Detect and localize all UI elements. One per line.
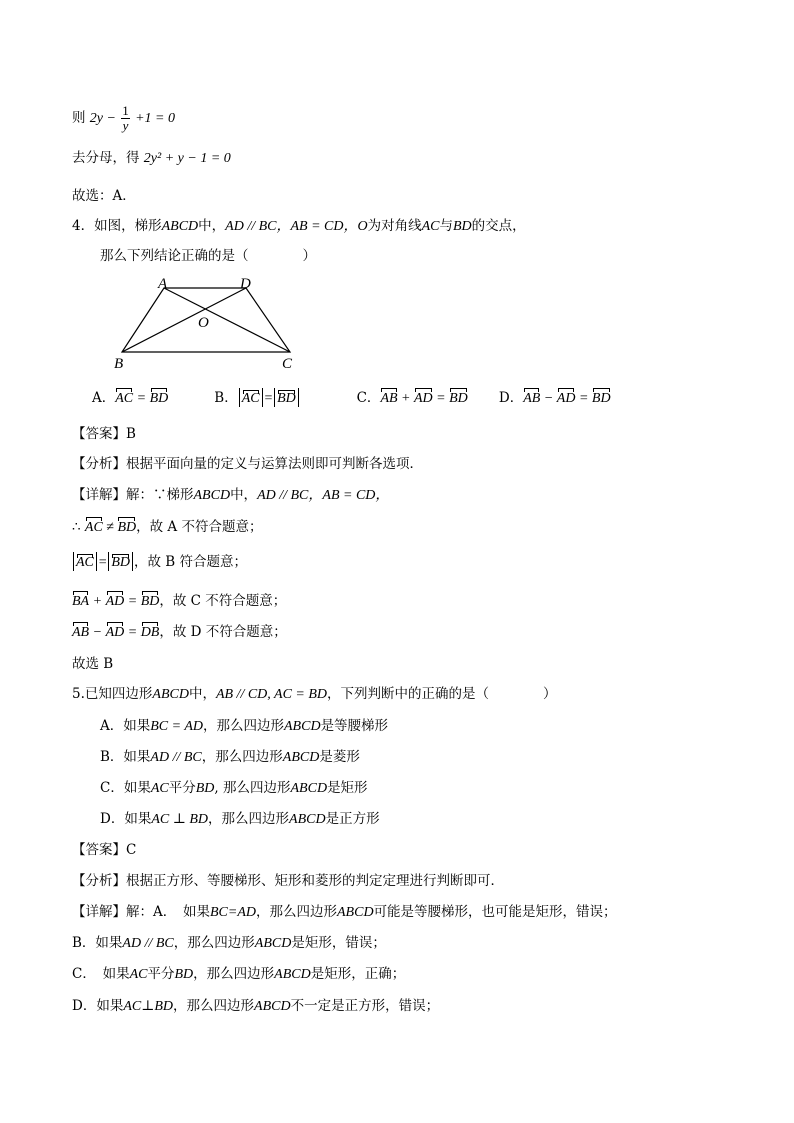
text: 是矩形 xyxy=(327,780,368,796)
text: D．如果 xyxy=(72,998,124,1014)
vector: AC xyxy=(76,555,94,570)
text: 中， xyxy=(198,218,226,234)
math: ABCD xyxy=(290,781,328,796)
math: = xyxy=(263,391,274,406)
math: = xyxy=(575,391,592,406)
text: 可能是等腰梯形，也可能是矩形，错误； xyxy=(373,904,617,920)
q4-analysis: 【分析】根据平面向量的定义与运算法则即可判断各选项． xyxy=(72,456,423,472)
vector: AB xyxy=(380,389,397,409)
text: , 那么四边形 xyxy=(214,780,291,796)
vector: AD xyxy=(414,389,433,409)
vector: AD xyxy=(106,592,125,612)
text: 则 xyxy=(72,110,86,126)
vector: BD xyxy=(111,555,131,570)
label-a: A xyxy=(158,276,168,292)
math: ABCD xyxy=(284,719,321,734)
math: BD xyxy=(453,219,472,234)
text: A．如果 xyxy=(100,718,151,734)
vector: DB xyxy=(141,623,160,643)
vector: BD xyxy=(141,592,160,612)
math: ABCD xyxy=(282,750,320,765)
label-o: O xyxy=(198,315,209,331)
math: +1 = 0 xyxy=(135,111,175,126)
option-label: D． xyxy=(498,390,524,406)
math: AC xyxy=(150,781,169,796)
q4-step-1 xyxy=(72,517,262,538)
math: AD // BC xyxy=(122,936,174,951)
q5-option-d[interactable] xyxy=(100,809,380,830)
label-d: D xyxy=(240,276,251,292)
q4-step-2 xyxy=(72,552,247,573)
math: BD xyxy=(195,781,215,796)
fraction-numerator: 1 xyxy=(122,103,129,118)
math: = xyxy=(133,391,150,406)
q4-option-a[interactable] xyxy=(92,388,210,409)
q4-answer: 【答案】B xyxy=(72,426,136,442)
math: = xyxy=(124,594,141,609)
text: 中， xyxy=(230,487,258,503)
text: 4．如图，梯形 xyxy=(72,218,162,234)
option-label: C． xyxy=(356,390,381,406)
math: ABCD xyxy=(254,999,291,1014)
math: AC xyxy=(129,967,148,982)
label-c: C xyxy=(282,356,293,372)
text: ，故 B 符合题意； xyxy=(134,554,248,570)
prev-choice-line: 故选：A． xyxy=(72,188,136,204)
math: ABCD xyxy=(289,812,326,827)
vector: AB xyxy=(523,389,540,409)
math: = xyxy=(124,625,141,640)
vector: BD xyxy=(592,389,611,409)
math: = xyxy=(432,391,450,406)
q4-options xyxy=(92,388,611,409)
text: ，故 D 不符合题意； xyxy=(159,624,287,640)
q5-option-b[interactable] xyxy=(100,747,360,768)
math: BC = AD xyxy=(150,719,203,734)
math: − xyxy=(540,391,557,406)
math: ABCD xyxy=(254,936,292,951)
math: + xyxy=(397,391,414,406)
fraction xyxy=(121,104,130,133)
vector: BD xyxy=(449,389,468,409)
math: AD // BC xyxy=(150,750,202,765)
fraction-denominator: y xyxy=(122,118,129,133)
text: 与 xyxy=(439,218,453,234)
trapezoid-figure xyxy=(110,276,310,372)
option-label: B． xyxy=(214,390,238,406)
text: B．如果 xyxy=(100,749,151,765)
vector: AC xyxy=(241,391,260,406)
vector: BD xyxy=(117,518,136,538)
text: 是矩形，正确； xyxy=(310,966,406,982)
q4-step-3 xyxy=(72,591,286,612)
vector: BD xyxy=(150,389,169,409)
absolute-value xyxy=(108,552,133,571)
q4-detail xyxy=(72,485,389,506)
text: ，故 A 不符合题意； xyxy=(136,519,263,535)
text: ∴ xyxy=(72,519,85,535)
vector: AC xyxy=(115,389,133,409)
math: 2y − xyxy=(89,111,116,126)
text: 【详解】解：∵梯形 xyxy=(72,487,194,503)
math: ABCD xyxy=(274,967,311,982)
q4-option-d[interactable] xyxy=(499,388,611,409)
q4-final: 故选 B xyxy=(72,656,114,672)
math: − xyxy=(89,625,106,640)
text: 中， xyxy=(188,686,216,702)
text: 平分 xyxy=(168,780,196,796)
vector: BA xyxy=(72,592,89,612)
prev-clear-denominator-line xyxy=(72,148,231,169)
math: AB // CD, AC = BD xyxy=(215,687,328,702)
math: = xyxy=(97,555,108,570)
math: AD // BC，AB = CD，O xyxy=(225,219,368,234)
math: AC xyxy=(421,219,440,234)
q5-answer: 【答案】C xyxy=(72,842,137,858)
q5-detail-c xyxy=(72,964,405,985)
text: C．如果 xyxy=(100,780,151,796)
math: ≠ xyxy=(102,520,118,535)
text: 平分 xyxy=(147,966,175,982)
absolute-value xyxy=(73,552,97,571)
vector: AC xyxy=(85,518,103,538)
option-label: A． xyxy=(92,390,116,406)
text: 不一定是正方形，错误； xyxy=(290,998,440,1014)
q5-detail-b xyxy=(72,933,386,954)
math: AC ⊥ BD xyxy=(151,812,209,827)
text: ，那么四边形 xyxy=(208,811,290,827)
math: ABCD xyxy=(161,219,199,234)
text: 是菱形 xyxy=(319,749,360,765)
absolute-value xyxy=(239,388,263,407)
math: ABCD xyxy=(152,687,189,702)
absolute-value xyxy=(274,388,299,407)
q4-stem-2: 那么下列结论正确的是（ ） xyxy=(100,248,316,264)
q5-option-a[interactable] xyxy=(100,716,388,737)
text: ，那么四边形 xyxy=(193,966,275,982)
text: ，那么四边形 xyxy=(173,998,255,1014)
text: 的交点， xyxy=(471,218,526,234)
text: B．如果 xyxy=(72,935,123,951)
math: AD // BC，AB = CD， xyxy=(257,488,390,503)
text: 5.已知四边形 xyxy=(72,686,153,702)
q4-stem xyxy=(72,216,526,237)
math: AC⊥BD xyxy=(123,999,174,1014)
text: 为对角线 xyxy=(367,218,422,234)
vector: AB xyxy=(72,623,89,643)
text: C． 如果 xyxy=(72,966,130,982)
text: ，下列判断中的正确的是（ ） xyxy=(327,686,557,702)
q4-option-c[interactable] xyxy=(357,388,495,409)
math: 2y² + y − 1 = 0 xyxy=(143,151,231,166)
text: ，那么四边形 xyxy=(173,935,255,951)
text: ，那么四边形 xyxy=(256,904,337,920)
math: BD xyxy=(174,967,194,982)
text: 是等腰梯形 xyxy=(320,718,389,734)
q5-option-c[interactable] xyxy=(100,778,368,799)
q5-analysis: 【分析】根据正方形、等腰梯形、矩形和菱形的判定定理进行判断即可． xyxy=(72,873,504,889)
text: ，故 C 不符合题意； xyxy=(159,593,287,609)
text: ，那么四边形 xyxy=(201,749,283,765)
math: ABCD xyxy=(193,488,231,503)
q4-step-4 xyxy=(72,622,287,643)
q5-stem xyxy=(72,684,557,705)
text: 是矩形，错误； xyxy=(291,935,386,951)
text: 【详解】解：A． 如果 xyxy=(72,904,210,920)
prev-equation-line xyxy=(72,104,175,133)
q5-detail-d xyxy=(72,996,439,1017)
q4-option-b[interactable] xyxy=(214,388,352,409)
vector: AD xyxy=(557,389,576,409)
math: ABCD xyxy=(337,905,374,920)
math: + xyxy=(89,594,106,609)
vector: AD xyxy=(106,623,125,643)
text: D．如果 xyxy=(100,811,152,827)
text: 是正方形 xyxy=(325,811,380,827)
text: ，那么四边形 xyxy=(203,718,284,734)
math: BC=AD xyxy=(210,905,256,920)
text: 去分母，得 xyxy=(72,150,140,166)
q5-detail-a xyxy=(72,902,617,923)
vector: BD xyxy=(277,391,296,406)
label-b: B xyxy=(114,356,124,372)
